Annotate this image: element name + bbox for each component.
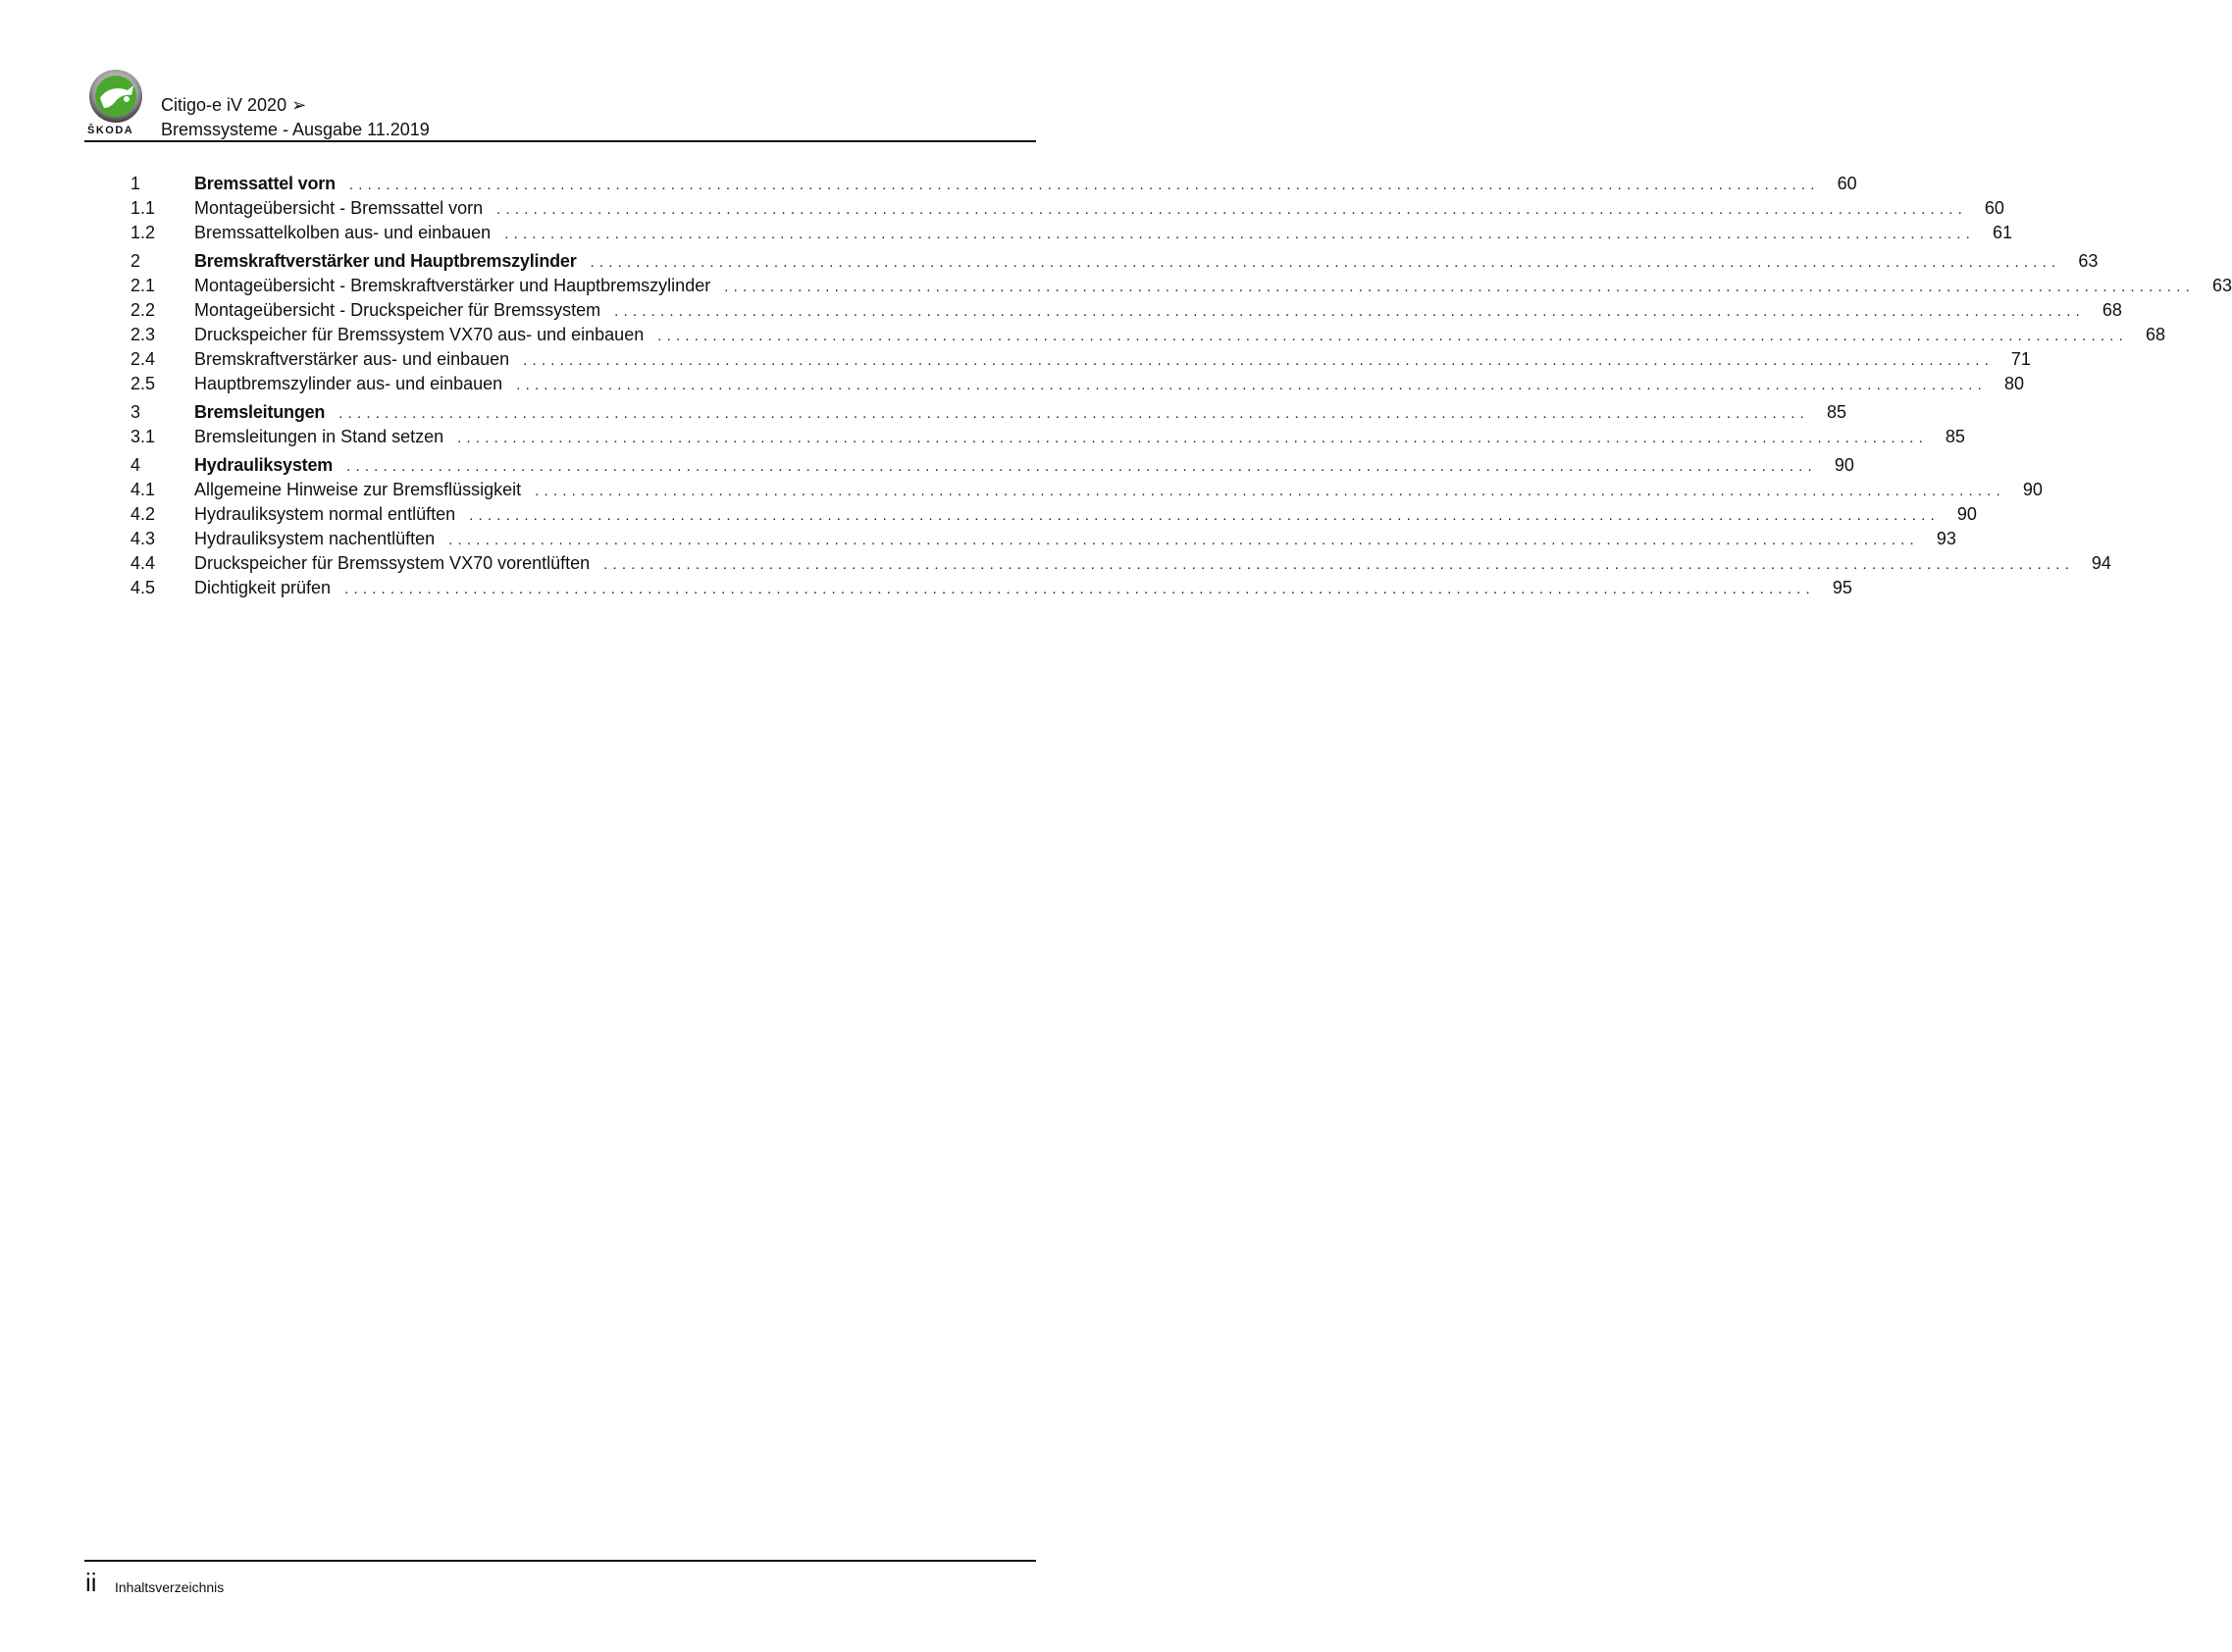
document-model: Citigo-e iV 2020 ➢	[161, 95, 307, 115]
toc-entry-number: 2.2	[130, 300, 156, 320]
toc-entry-page[interactable]: 94	[2091, 553, 2111, 573]
toc-entry-page[interactable]: 63	[2078, 251, 2099, 271]
toc-entry-page[interactable]: 85	[1827, 402, 1847, 422]
table-of-contents	[130, 172, 2232, 600]
toc-section-entry[interactable]	[130, 502, 1977, 527]
toc-dot-leader: ................................................................................................................................................................	[590, 254, 2061, 271]
toc-entry-number: 1.2	[130, 223, 156, 242]
toc-entry-title[interactable]: Dichtigkeit prüfen	[194, 578, 332, 597]
toc-entry-number: 3.1	[130, 427, 156, 446]
toc-dot-leader: ................................................................................................................................................................	[496, 201, 1967, 218]
toc-entry-number: 4	[130, 455, 141, 475]
toc-entry-title[interactable]: Montageübersicht - Druckspeicher für Bremssystem	[194, 300, 601, 320]
toc-entry-page[interactable]: 85	[1945, 427, 1965, 446]
toc-chapter-entry[interactable]	[130, 172, 1857, 196]
toc-chapter-entry[interactable]	[130, 453, 1854, 478]
footer-divider	[84, 1560, 1036, 1562]
toc-entry-title[interactable]: Bremsleitungen	[194, 402, 326, 422]
toc-entry-page[interactable]: 93	[1936, 529, 1956, 548]
toc-entry-page[interactable]: 95	[1832, 578, 1852, 597]
toc-entry-number: 4.1	[130, 480, 156, 499]
toc-dot-leader: ................................................................................................................................................................	[516, 377, 1987, 393]
toc-entry-number: 1.1	[130, 198, 156, 218]
toc-entry-title[interactable]: Montageübersicht - Bremskraftverstärker und Hauptbremszylinder	[194, 276, 711, 295]
document-subtitle: Bremssysteme - Ausgabe 11.2019	[161, 120, 430, 139]
toc-section-entry[interactable]	[130, 425, 1965, 449]
toc-section-entry[interactable]	[130, 274, 2232, 298]
toc-entry-number: 4.5	[130, 578, 156, 597]
toc-entry-page[interactable]: 71	[2010, 349, 2031, 369]
toc-entry-number: 2	[130, 251, 141, 271]
toc-section-entry[interactable]	[130, 478, 2043, 502]
toc-entry-number: 4.2	[130, 504, 156, 524]
toc-entry-title[interactable]: Druckspeicher für Bremssystem VX70 aus- und einbauen	[194, 325, 645, 344]
toc-dot-leader: ................................................................................................................................................................	[338, 405, 1810, 422]
toc-entry-page[interactable]: 68	[2145, 325, 2166, 344]
header-divider	[84, 140, 1036, 142]
toc-entry-title[interactable]: Hydrauliksystem normal entlüften	[194, 504, 456, 524]
toc-entry-title[interactable]: Bremssattelkolben aus- und einbauen	[194, 223, 492, 242]
toc-section-entry[interactable]	[130, 527, 1956, 551]
toc-entry-number: 4.4	[130, 553, 156, 573]
toc-dot-leader: ................................................................................................................................................................	[523, 352, 1994, 369]
toc-entry-number: 2.4	[130, 349, 156, 369]
toc-entry-title[interactable]: Bremskraftverstärker und Hauptbremszylinder	[194, 251, 577, 271]
toc-section-entry[interactable]	[130, 347, 2031, 372]
toc-section-entry[interactable]	[130, 323, 2166, 347]
toc-section-entry[interactable]	[130, 372, 2024, 396]
toc-entry-page[interactable]: 90	[1956, 504, 1977, 524]
toc-entry-title[interactable]: Bremskraftverstärker aus- und einbauen	[194, 349, 510, 369]
toc-entry-number: 4.3	[130, 529, 156, 548]
toc-entry-title[interactable]: Montageübersicht - Bremssattel vorn	[194, 198, 484, 218]
toc-dot-leader: ................................................................................................................................................................	[344, 581, 1815, 597]
toc-entry-page[interactable]: 68	[2102, 300, 2122, 320]
toc-entry-title[interactable]: Bremsleitungen in Stand setzen	[194, 427, 444, 446]
toc-dot-leader: ................................................................................................................................................................	[657, 328, 2129, 344]
toc-entry-number: 2.3	[130, 325, 156, 344]
toc-entry-number: 1	[130, 174, 141, 193]
toc-entry-number: 2.1	[130, 276, 156, 295]
footer-label: Inhaltsverzeichnis	[115, 1579, 225, 1595]
toc-dot-leader: ................................................................................................................................................................	[504, 226, 1975, 242]
toc-dot-leader: ................................................................................................................................................................	[614, 303, 2085, 320]
footer-page-number: ii	[85, 1568, 97, 1597]
toc-entry-title[interactable]: Hydrauliksystem nachentlüften	[194, 529, 436, 548]
toc-entry-number: 3	[130, 402, 141, 422]
toc-entry-title[interactable]: Hauptbremszylinder aus- und einbauen	[194, 374, 503, 393]
toc-section-entry[interactable]	[130, 221, 2012, 245]
toc-dot-leader: ................................................................................................................................................................	[448, 532, 1919, 548]
toc-chapter-entry[interactable]	[130, 249, 2099, 274]
toc-section-entry[interactable]	[130, 551, 2111, 576]
toc-dot-leader: ................................................................................................................................................................	[348, 177, 1820, 193]
toc-section-entry[interactable]	[130, 576, 1852, 600]
toc-entry-page[interactable]: 60	[1984, 198, 2004, 218]
toc-entry-page[interactable]: 61	[1992, 223, 2012, 242]
toc-dot-leader: ................................................................................................................................................................	[346, 458, 1817, 475]
toc-entry-page[interactable]: 60	[1837, 174, 1857, 193]
toc-entry-page[interactable]: 90	[2022, 480, 2043, 499]
toc-entry-title[interactable]: Allgemeine Hinweise zur Bremsflüssigkeit	[194, 480, 522, 499]
toc-dot-leader: ................................................................................................................................................................	[603, 556, 2074, 573]
brand-wordmark: ŠKODA	[87, 125, 134, 136]
toc-section-entry[interactable]	[130, 196, 2004, 221]
toc-entry-number: 2.5	[130, 374, 156, 393]
toc-entry-title[interactable]: Druckspeicher für Bremssystem VX70 vorentlüften	[194, 553, 591, 573]
toc-dot-leader: ................................................................................................................................................................	[469, 507, 1940, 524]
toc-entry-page[interactable]: 63	[2211, 276, 2232, 295]
toc-entry-page[interactable]: 80	[2003, 374, 2024, 393]
toc-entry-title[interactable]: Bremssattel vorn	[194, 174, 336, 193]
toc-dot-leader: ................................................................................................................................................................	[457, 430, 1928, 446]
toc-dot-leader: ................................................................................................................................................................	[724, 279, 2196, 295]
toc-section-entry[interactable]	[130, 298, 2122, 323]
toc-entry-title[interactable]: Hydrauliksystem	[194, 455, 334, 475]
toc-dot-leader: ................................................................................................................................................................	[535, 483, 2005, 499]
toc-chapter-entry[interactable]	[130, 400, 1847, 425]
toc-entry-page[interactable]: 90	[1834, 455, 1854, 475]
